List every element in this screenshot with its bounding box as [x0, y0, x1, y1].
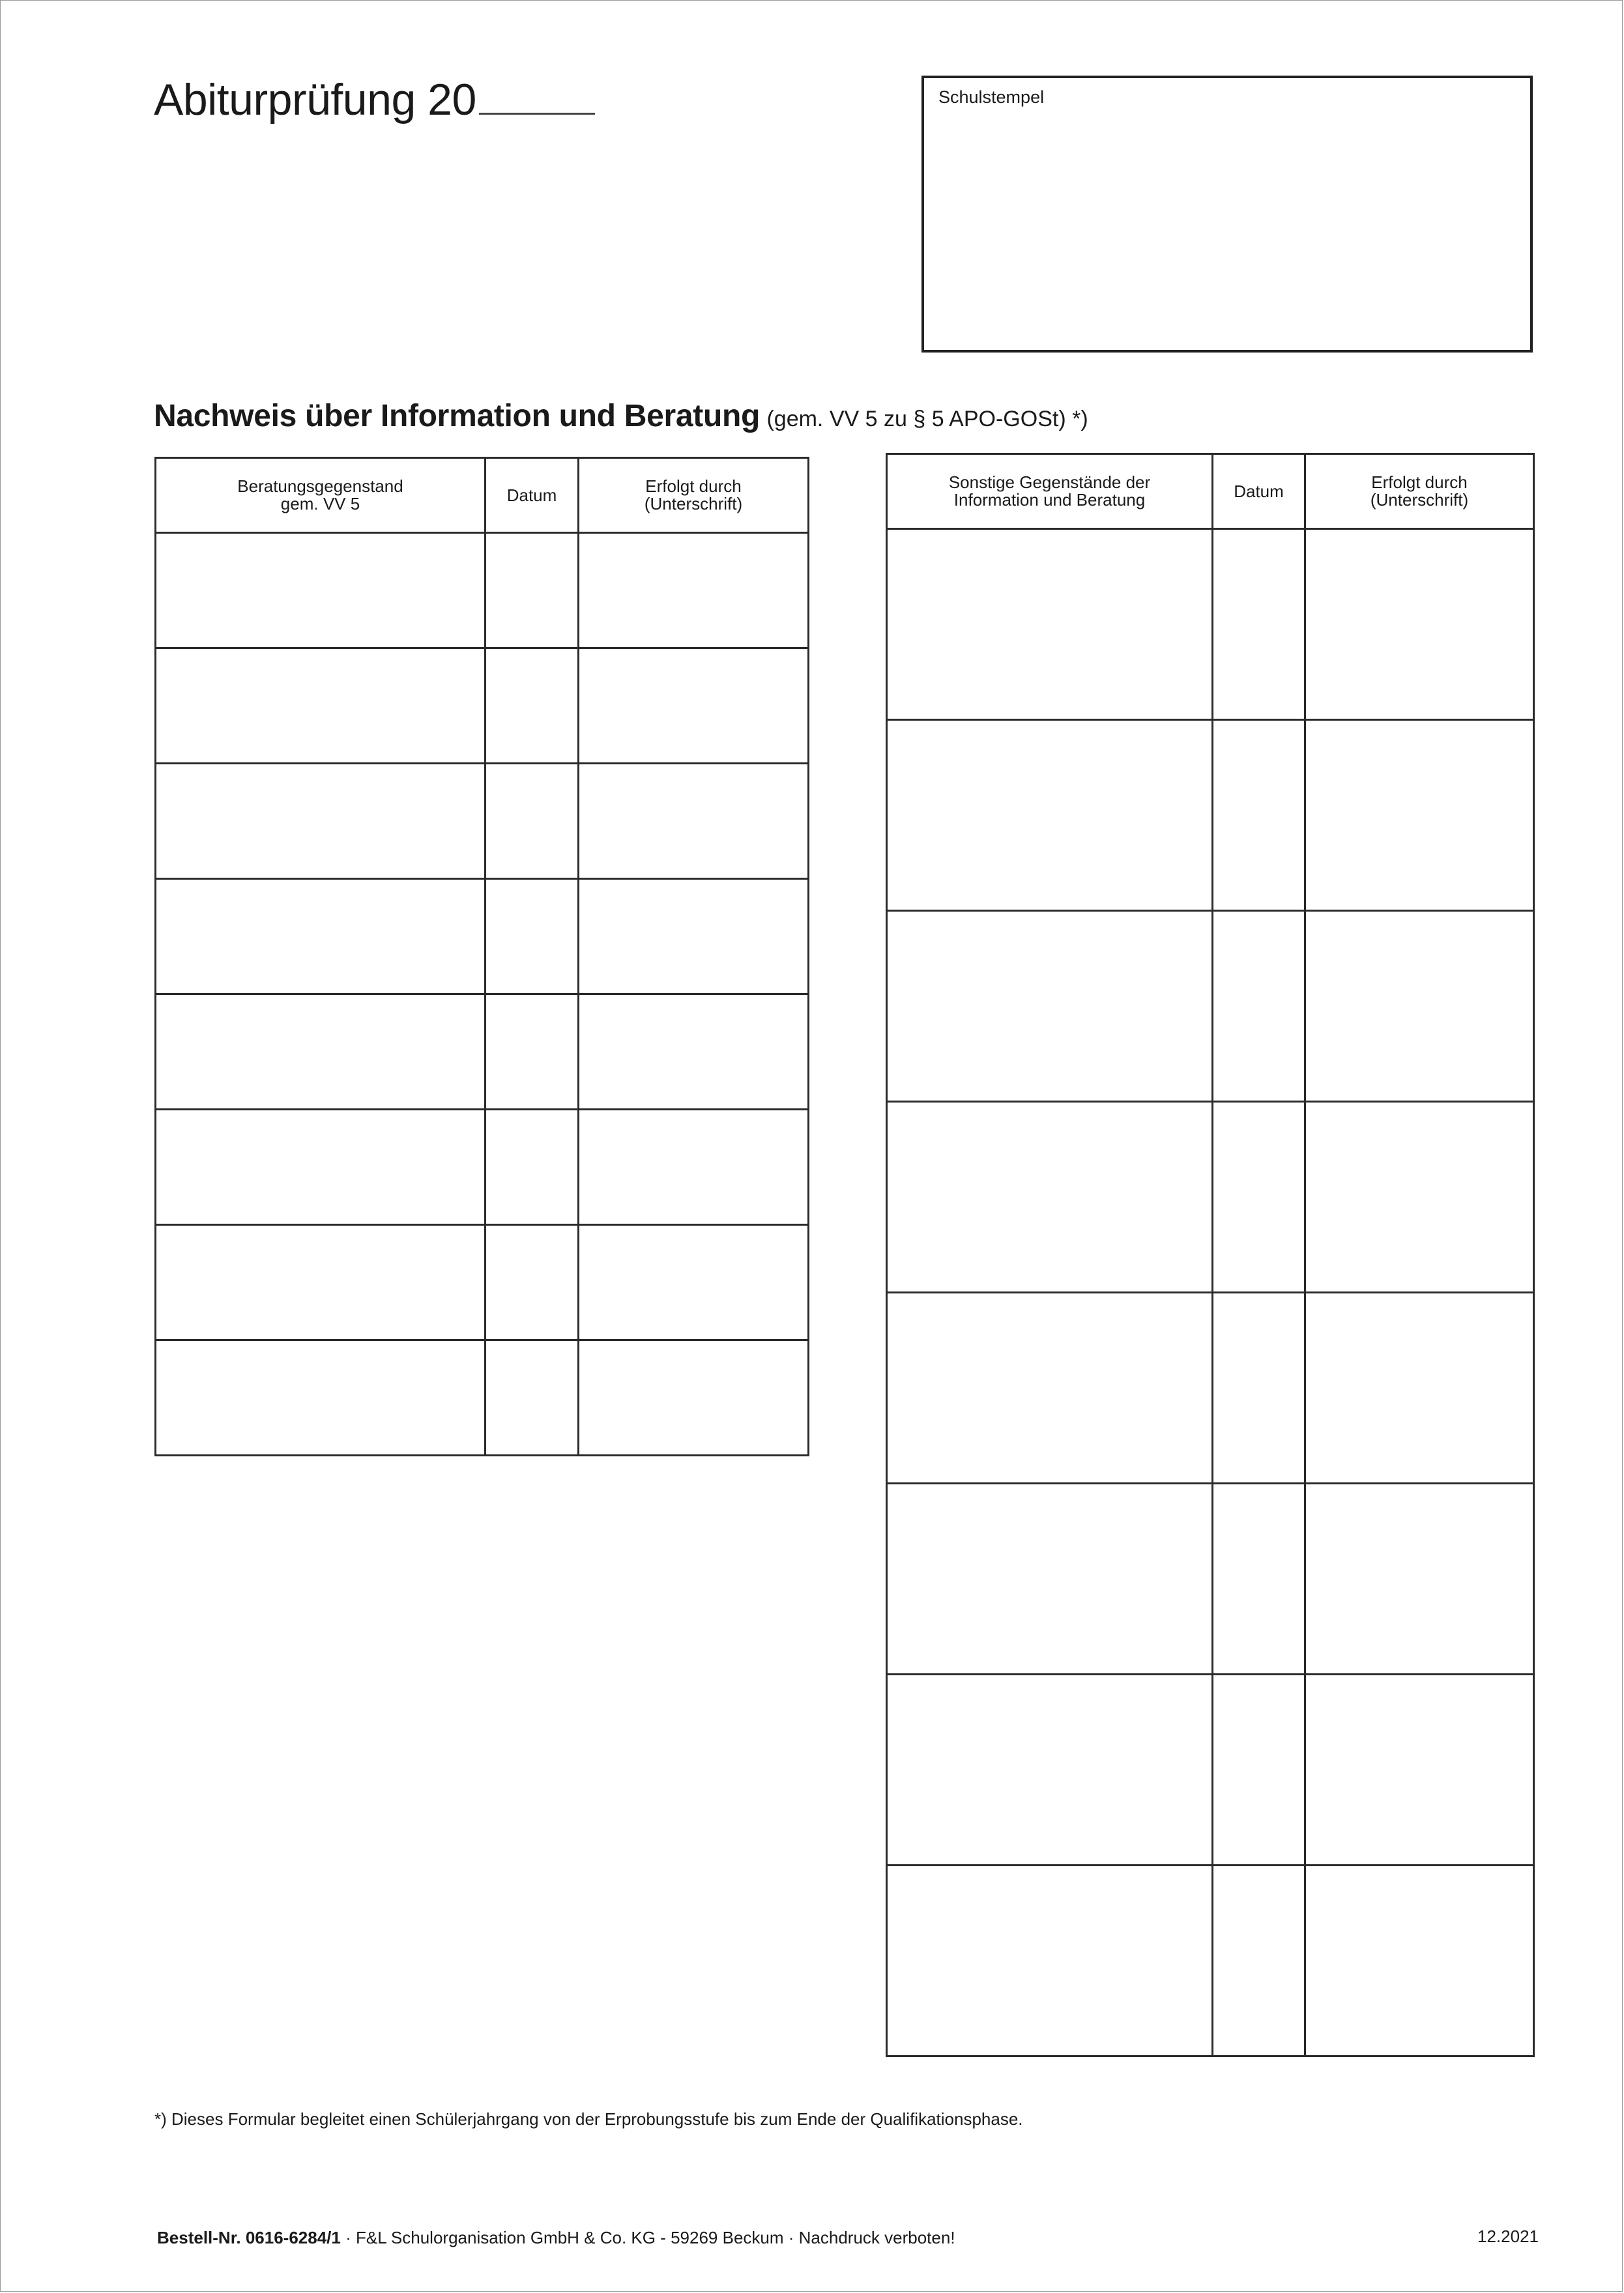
- column-header-subject: Beratungsgegenstand gem. VV 5: [156, 458, 486, 533]
- date-cell[interactable]: [1213, 1484, 1305, 1675]
- date-cell[interactable]: [1213, 1102, 1305, 1293]
- table-header-row: [887, 454, 1534, 529]
- subject-cell[interactable]: [156, 994, 486, 1110]
- table-row: [156, 1225, 809, 1340]
- date-cell[interactable]: [1213, 1293, 1305, 1484]
- table-row: [156, 648, 809, 764]
- table-row: [887, 1484, 1534, 1675]
- table-row: [156, 764, 809, 879]
- other-topics-table: [886, 453, 1535, 2057]
- signature-cell[interactable]: [1305, 1675, 1534, 1866]
- section-heading-sub: (gem. VV 5 zu § 5 APO-GOSt) *): [766, 407, 1088, 431]
- table-row: [887, 1102, 1534, 1293]
- signature-cell[interactable]: [579, 1225, 809, 1340]
- date-cell[interactable]: [486, 1225, 579, 1340]
- counseling-table: [154, 457, 809, 1456]
- signature-cell[interactable]: [1305, 1484, 1534, 1675]
- table-row: [156, 994, 809, 1110]
- column-header-signature: Erfolgt durch (Unterschrift): [1305, 454, 1534, 529]
- subject-cell[interactable]: [887, 720, 1213, 911]
- date-cell[interactable]: [1213, 1866, 1305, 2056]
- column-header-signature: Erfolgt durch (Unterschrift): [579, 458, 809, 533]
- signature-cell[interactable]: [1305, 1293, 1534, 1484]
- subject-cell[interactable]: [156, 1110, 486, 1225]
- subject-cell[interactable]: [156, 533, 486, 648]
- table-header-row: [156, 458, 809, 533]
- date-cell[interactable]: [486, 764, 579, 879]
- date-cell[interactable]: [1213, 529, 1305, 720]
- table-row: [887, 720, 1534, 911]
- section-heading-main: Nachweis über Information und Beratung: [154, 399, 761, 433]
- table-row: [156, 533, 809, 648]
- table-row: [887, 529, 1534, 720]
- signature-cell[interactable]: [579, 1110, 809, 1225]
- signature-cell[interactable]: [1305, 1102, 1534, 1293]
- date-cell[interactable]: [1213, 1675, 1305, 1866]
- subject-cell[interactable]: [887, 1293, 1213, 1484]
- signature-cell[interactable]: [1305, 529, 1534, 720]
- section-heading: [154, 398, 1088, 434]
- counseling-table-body: [156, 533, 809, 1456]
- edition-date: 12.2021: [1477, 2227, 1539, 2246]
- school-stamp-label: Schulstempel: [938, 87, 1045, 107]
- order-number: Bestell-Nr. 0616-6284/1: [157, 2228, 341, 2247]
- signature-cell[interactable]: [579, 764, 809, 879]
- date-cell[interactable]: [486, 648, 579, 764]
- signature-cell[interactable]: [579, 1340, 809, 1456]
- subject-cell[interactable]: [887, 911, 1213, 1102]
- date-cell[interactable]: [486, 533, 579, 648]
- table-row: [156, 1110, 809, 1225]
- subject-cell[interactable]: [887, 1866, 1213, 2056]
- publisher-info: · F&L Schulorganisation GmbH & Co. KG - 59269 Beckum · Nachdruck verboten!: [340, 2228, 955, 2247]
- date-cell[interactable]: [486, 1110, 579, 1225]
- table-row: [156, 1340, 809, 1456]
- table-row: [156, 879, 809, 994]
- school-stamp-box: [921, 76, 1533, 353]
- signature-cell[interactable]: [1305, 720, 1534, 911]
- signature-cell[interactable]: [579, 879, 809, 994]
- publisher-footer: [157, 2228, 955, 2248]
- table-row: [887, 911, 1534, 1102]
- date-cell[interactable]: [1213, 720, 1305, 911]
- other-topics-table-body: [887, 529, 1534, 2056]
- date-cell[interactable]: [486, 994, 579, 1110]
- subject-cell[interactable]: [156, 879, 486, 994]
- subject-cell[interactable]: [156, 648, 486, 764]
- signature-cell[interactable]: [579, 533, 809, 648]
- date-cell[interactable]: [1213, 911, 1305, 1102]
- exam-title: [154, 74, 595, 125]
- signature-cell[interactable]: [579, 994, 809, 1110]
- footnote: *) Dieses Formular begleitet einen Schülerjahrgang von der Erprobungsstufe bis zum Ende der Qualifikationsphase.: [154, 2109, 1023, 2129]
- exam-title-text: Abiturprüfung 20: [154, 75, 476, 124]
- subject-cell[interactable]: [887, 1102, 1213, 1293]
- table-row: [887, 1866, 1534, 2056]
- subject-cell[interactable]: [156, 764, 486, 879]
- subject-cell[interactable]: [887, 1675, 1213, 1866]
- subject-cell[interactable]: [887, 529, 1213, 720]
- signature-cell[interactable]: [1305, 911, 1534, 1102]
- date-cell[interactable]: [486, 1340, 579, 1456]
- signature-cell[interactable]: [579, 648, 809, 764]
- column-header-other-subject: Sonstige Gegenstände der Information und Beratung: [887, 454, 1213, 529]
- subject-cell[interactable]: [887, 1484, 1213, 1675]
- signature-cell[interactable]: [1305, 1866, 1534, 2056]
- year-fill-line[interactable]: [479, 74, 595, 115]
- table-row: [887, 1293, 1534, 1484]
- column-header-date: Datum: [486, 458, 579, 533]
- table-row: [887, 1675, 1534, 1866]
- date-cell[interactable]: [486, 879, 579, 994]
- subject-cell[interactable]: [156, 1225, 486, 1340]
- column-header-date: Datum: [1213, 454, 1305, 529]
- subject-cell[interactable]: [156, 1340, 486, 1456]
